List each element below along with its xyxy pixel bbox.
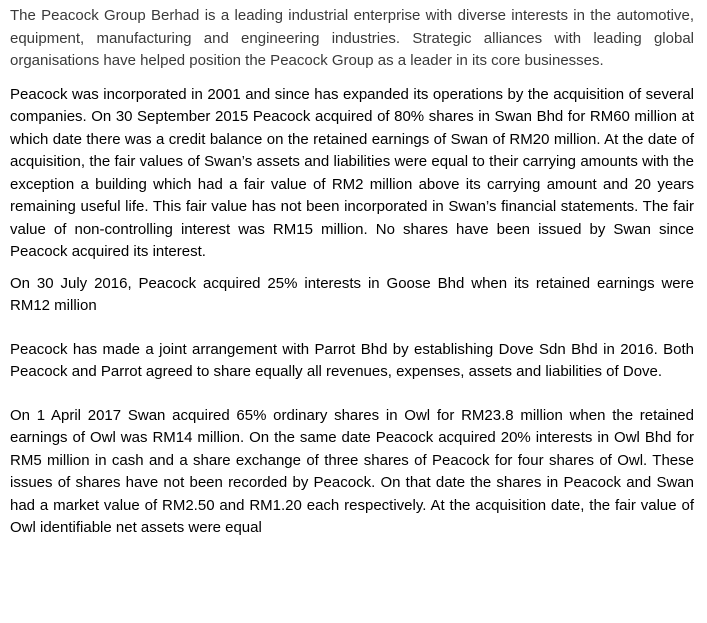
document-body: [10, 5, 694, 540]
paragraph-swan-acquisition: Peacock was incorporated in 2001 and since has expanded its operations by the acquisition of several companies. On 30 September 2015 Peacock acquired of 80% shares in Swan Bhd for RM60 million at which date there was a credit balance on the retained earnings of Swan of RM20 million. At the date of acquisition, the fair values of Swan’s assets and liabilities were equal to their carrying amounts with the exception a building which had a fair value of RM2 million above its carrying amount and 20 years remaining useful life. This fair value has not been incorporated in Swan’s financial statements. The fair value of non-controlling interest was RM15 million. No shares have been issued by Swan since Peacock acquired its interest.: [10, 85, 694, 260]
paragraph-owl-acquisition: On 1 April 2017 Swan acquired 65% ordinary shares in Owl for RM23.8 million when the retained earnings of Owl was RM14 million. On the same date Peacock acquired 20% interests in Owl Bhd for RM5 million in cash and a share exchange of three shares of Peacock for four shares of Owl. These issues of shares have not been recorded by Peacock. On that date the shares in Peacock and Swan had a market value of RM2.50 and RM1.20 each respectively. At the acquisition date, the fair value of Owl identifiable net assets were equal: [10, 406, 694, 536]
paragraph-company-overview: The Peacock Group Berhad is a leading industrial enterprise with diverse interests in the automotive, equipment, manufacturing and engineering industries. Strategic alliances with leading global organisations have helped position the Peacock Group as a leader in its core businesses.: [10, 7, 694, 69]
paragraph-dove-joint-arrangement: Peacock has made a joint arrangement with Parrot Bhd by establishing Dove Sdn Bhd in 2016. Both Peacock and Parrot agreed to share equally all revenues, expenses, assets and liabilities of Dove.: [10, 340, 694, 380]
paragraph-goose-acquisition: On 30 July 2016, Peacock acquired 25% interests in Goose Bhd when its retained earnings were RM12 million: [10, 274, 694, 314]
